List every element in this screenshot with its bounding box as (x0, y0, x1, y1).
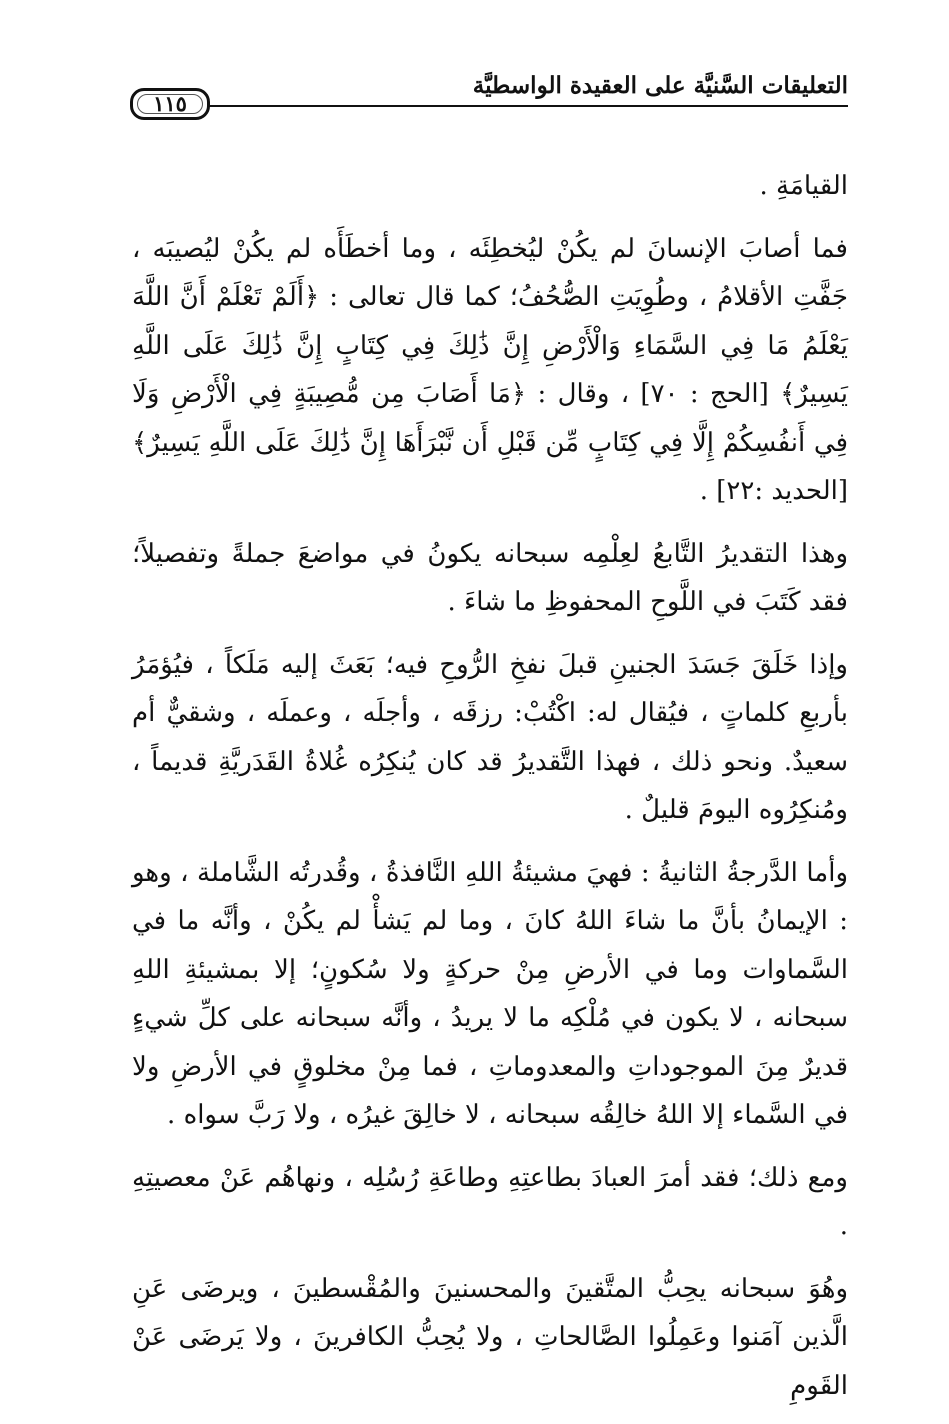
page-number: ١١٥ (153, 91, 187, 116)
running-header (128, 68, 848, 128)
page-body (132, 162, 848, 1424)
paragraph: وهذا التقديرُ التَّابعُ لعِلْمِه سبحانه يكونُ في مواضعَ جملةً وتفصيلاً؛ فقد كَتَبَ في اللَّوحِ المحفوظِ ما شاءَ . (132, 538, 848, 617)
page-number-badge (130, 88, 210, 120)
paragraph: وأما الدَّرجةُ الثانيةُ : فهيَ مشيئةُ اللهِ النَّافذةُ ، وقُدرتُه الشَّاملة ، وهو : الإيمانُ بأنَّ ما شاءَ اللهُ كانَ ، وما لم يَشأْ لم يكُنْ ، وأنَّه ما في السَّماوات وما في الأرضِ مِنْ حركةٍ ولا سُكونٍ؛ إلا بمشيئةِ اللهِ سبحانه ، لا يكون في مُلْكِه ما لا يريدُ ، وأنَّه سبحانه على كلِّ شيءٍ قديرٌ مِنَ الموجوداتِ والمعدوماتِ ، فما مِنْ مخلوقٍ في الأرضِ ولا في السَّماء إلا اللهُ خالِقُه سبحانه ، لا خالِقَ غيرُه ، ولا رَبَّ سواه . (132, 857, 848, 1130)
book-title: التعليقات السَّنيَّة على العقيدة الواسطيَّة (472, 72, 848, 99)
paragraph: القيامَةِ . (759, 171, 848, 201)
paragraph: وإذا خَلَقَ جَسَدَ الجنينِ قبلَ نفخِ الرُّوحِ فيه؛ بَعَثَ إليه مَلَكاً ، فيُؤمَرُ بأربعِ كلماتٍ ، فيُقال له: اكْتُبْ: رزقَه ، وأجلَه ، وعملَه ، وشقيٌّ أم سعيدٌ. ونحو ذلك ، فهذا التَّقديرُ قد كان يُنكِرُه غُلاةُ القَدَريَّةِ قديماً ، ومُنكِرُوه اليومَ قليلٌ . (132, 649, 848, 825)
paragraph: وهُوَ سبحانه يحِبُّ المتَّقينَ والمحسنينَ والمُقْسطينَ ، ويرضَى عَنِ الَّذين آمَنوا وعَمِلُوا الصَّالحاتِ ، ولا يُحِبُّ الكافرينَ ، ولا يَرضَى عَنْ القَومِ (132, 1273, 848, 1401)
paragraph: ومع ذلك؛ فقد أمرَ العبادَ بطاعتِهِ وطاعَةِ رُسُلِه ، ونهاهُم عَنْ معصيتِهِ . (132, 1162, 848, 1241)
paragraph: فما أصابَ الإنسانَ لم يكُنْ ليُخطِئَه ، وما أخطَأَه لم يكُنْ ليُصيبَه ، جَفَّتِ الأقلامُ ، وطُوِيَتِ الصُّحُفُ؛ كما قال تعالى : ﴿أَلَمْ تَعْلَمْ أَنَّ اللَّهَ يَعْلَمُ مَا فِي السَّمَاءِ وَالْأَرْضِ إِنَّ ذَٰلِكَ فِي كِتَابٍ إِنَّ ذَٰلِكَ عَلَى اللَّهِ يَسِيرٌ﴾ [الحج : ٧٠] ، وقال : ﴿مَا أَصَابَ مِن مُّصِيبَةٍ فِي الْأَرْضِ وَلَا فِي أَنفُسِكُمْ إِلَّا فِي كِتَابٍ مِّن قَبْلِ أَن نَّبْرَأَهَا إِنَّ ذَٰلِكَ عَلَى اللَّهِ يَسِيرٌ﴾ [الحديد :٢٢] . (132, 233, 848, 506)
header-divider (208, 105, 848, 107)
